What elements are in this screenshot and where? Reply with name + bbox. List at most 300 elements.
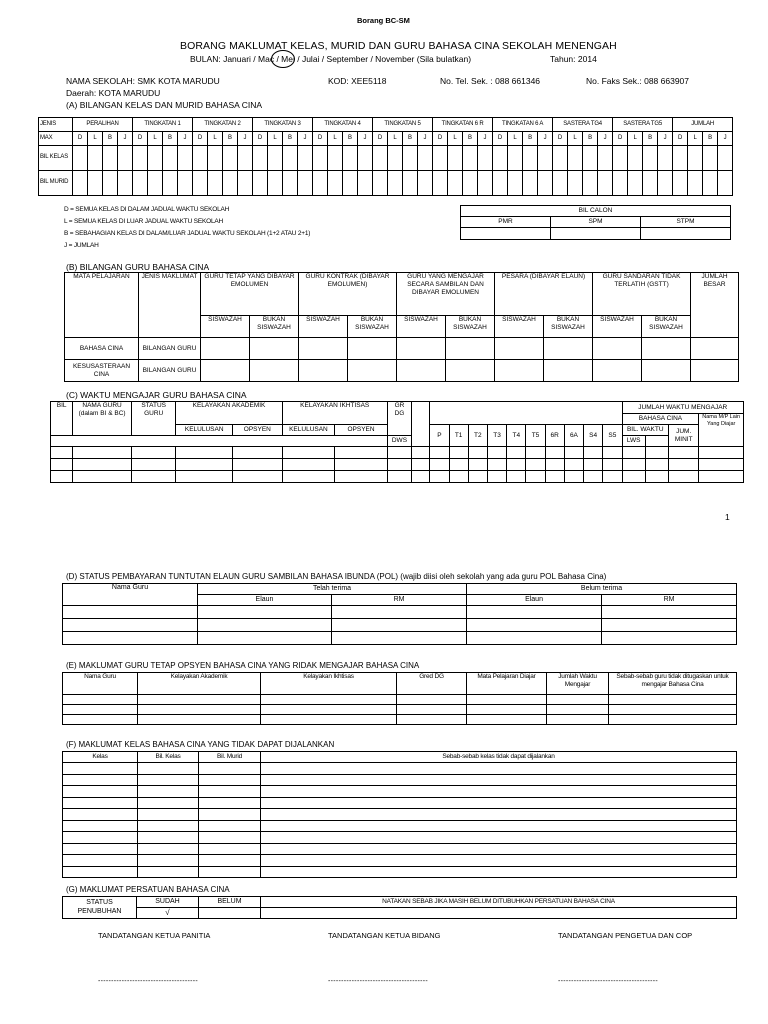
- input-cell[interactable]: [63, 866, 138, 878]
- input-cell[interactable]: [63, 619, 198, 632]
- input-cell[interactable]: [176, 447, 233, 459]
- sub-header: B: [283, 132, 298, 146]
- count-cell[interactable]: [313, 146, 328, 171]
- count-cell[interactable]: [238, 171, 253, 196]
- input-cell[interactable]: [73, 459, 132, 471]
- bukan-siswazah-header: BUKAN SISWAZAH: [348, 316, 397, 338]
- input-cell[interactable]: [199, 774, 261, 786]
- sub-header: L: [328, 132, 343, 146]
- input-cell[interactable]: [131, 447, 176, 459]
- input-cell[interactable]: [545, 459, 564, 471]
- input-cell[interactable]: [63, 855, 138, 867]
- count-cell[interactable]: [403, 146, 418, 171]
- input-cell[interactable]: [669, 471, 699, 483]
- input-cell[interactable]: [299, 360, 348, 382]
- input-cell[interactable]: [642, 338, 691, 360]
- count-cell[interactable]: [253, 171, 268, 196]
- input-cell[interactable]: [495, 338, 544, 360]
- input-cell[interactable]: [467, 619, 602, 632]
- input-cell[interactable]: [468, 471, 487, 483]
- siswazah-header: SISWAZAH: [299, 316, 348, 338]
- count-cell[interactable]: [343, 171, 358, 196]
- input-cell[interactable]: [138, 855, 199, 867]
- input-cell[interactable]: [622, 459, 645, 471]
- count-cell[interactable]: [148, 171, 163, 196]
- signature-line[interactable]: --------------------------------------: [328, 978, 428, 985]
- count-cell[interactable]: [418, 171, 433, 196]
- row-label: BIL KELAS: [39, 146, 73, 171]
- input-cell[interactable]: [199, 809, 261, 821]
- count-cell[interactable]: [223, 171, 238, 196]
- count-cell[interactable]: [118, 171, 133, 196]
- count-cell[interactable]: [388, 146, 403, 171]
- count-cell[interactable]: [103, 146, 118, 171]
- input-cell[interactable]: [63, 774, 138, 786]
- input-cell[interactable]: [446, 360, 495, 382]
- count-cell[interactable]: [298, 171, 313, 196]
- input-cell[interactable]: [487, 471, 506, 483]
- input-cell[interactable]: [397, 695, 467, 705]
- count-cell[interactable]: [388, 171, 403, 196]
- input-cell[interactable]: [397, 715, 467, 725]
- input-cell[interactable]: [412, 459, 430, 471]
- input-cell[interactable]: [397, 360, 446, 382]
- input-cell[interactable]: [622, 447, 645, 459]
- input-cell[interactable]: [397, 338, 446, 360]
- level-p: P: [430, 425, 449, 447]
- input-cell[interactable]: [564, 459, 583, 471]
- count-cell[interactable]: [418, 146, 433, 171]
- legend-j: J = JUMLAH: [64, 242, 99, 249]
- count-cell[interactable]: [313, 171, 328, 196]
- input-cell[interactable]: [63, 797, 138, 809]
- input-cell[interactable]: [199, 797, 261, 809]
- count-cell[interactable]: [133, 146, 148, 171]
- input-cell[interactable]: [669, 447, 699, 459]
- count-cell[interactable]: [478, 146, 493, 171]
- count-cell[interactable]: [583, 146, 598, 171]
- count-cell[interactable]: [283, 171, 298, 196]
- input-cell[interactable]: [526, 459, 545, 471]
- count-cell[interactable]: [643, 146, 658, 171]
- count-cell[interactable]: [568, 146, 583, 171]
- count-cell[interactable]: [718, 171, 733, 196]
- input-cell[interactable]: [199, 763, 261, 775]
- count-cell[interactable]: [133, 171, 148, 196]
- count-cell[interactable]: [553, 171, 568, 196]
- count-cell[interactable]: [553, 146, 568, 171]
- count-cell[interactable]: [613, 171, 628, 196]
- count-cell[interactable]: [463, 171, 478, 196]
- count-cell[interactable]: [658, 146, 673, 171]
- input-cell[interactable]: [63, 832, 138, 844]
- count-cell[interactable]: [328, 146, 343, 171]
- input-cell[interactable]: [603, 459, 622, 471]
- input-cell[interactable]: [669, 459, 699, 471]
- input-cell[interactable]: [63, 632, 198, 645]
- count-cell[interactable]: [523, 146, 538, 171]
- count-cell[interactable]: [448, 171, 463, 196]
- input-cell[interactable]: [526, 447, 545, 459]
- signature-line[interactable]: --------------------------------------: [558, 978, 658, 985]
- sub-header: L: [148, 132, 163, 146]
- page-number: 1: [725, 512, 730, 522]
- input-cell[interactable]: [261, 832, 737, 844]
- count-cell[interactable]: [433, 146, 448, 171]
- input-cell[interactable]: [645, 459, 668, 471]
- input-cell[interactable]: [593, 338, 642, 360]
- input-cell[interactable]: [261, 763, 737, 775]
- input-cell[interactable]: [131, 459, 176, 471]
- level-t4: T4: [507, 425, 526, 447]
- input-cell[interactable]: [622, 471, 645, 483]
- input-cell[interactable]: [544, 360, 593, 382]
- input-cell[interactable]: [282, 459, 335, 471]
- count-cell[interactable]: [88, 146, 103, 171]
- table-row: [63, 715, 737, 725]
- count-cell[interactable]: [688, 171, 703, 196]
- input-cell[interactable]: [199, 843, 261, 855]
- input-cell[interactable]: [467, 632, 602, 645]
- input-cell[interactable]: [199, 820, 261, 832]
- input-cell[interactable]: [261, 715, 397, 725]
- count-cell[interactable]: [718, 146, 733, 171]
- input-cell[interactable]: [609, 715, 737, 725]
- table-row: [63, 774, 737, 786]
- input-cell[interactable]: [282, 471, 335, 483]
- sub-header: J: [298, 132, 313, 146]
- count-cell[interactable]: [73, 146, 88, 171]
- input-cell[interactable]: [507, 447, 526, 459]
- section-b-title: (B) BILANGAN GURU BAHASA CINA: [66, 262, 210, 272]
- pesara-header: PESARA (DIBAYAR ELAUN): [495, 273, 593, 316]
- count-cell[interactable]: [298, 146, 313, 171]
- input-cell[interactable]: [63, 705, 138, 715]
- input-cell[interactable]: [51, 459, 73, 471]
- input-cell[interactable]: [73, 447, 132, 459]
- count-cell[interactable]: [508, 146, 523, 171]
- input-cell[interactable]: [261, 797, 737, 809]
- input-cell[interactable]: [699, 471, 744, 483]
- input-cell[interactable]: [545, 447, 564, 459]
- input-cell[interactable]: [544, 338, 593, 360]
- input-cell[interactable]: [201, 338, 250, 360]
- input-cell[interactable]: [547, 705, 609, 715]
- input-cell[interactable]: [430, 447, 449, 459]
- count-cell[interactable]: [343, 146, 358, 171]
- input-cell[interactable]: [261, 866, 737, 878]
- input-cell[interactable]: [261, 786, 737, 798]
- spacer: [412, 402, 430, 425]
- count-cell[interactable]: [538, 146, 553, 171]
- input-cell[interactable]: [348, 338, 397, 360]
- signature-line[interactable]: --------------------------------------: [98, 978, 198, 985]
- input-cell[interactable]: [603, 447, 622, 459]
- count-cell[interactable]: [208, 171, 223, 196]
- sub-header: J: [358, 132, 373, 146]
- spm-header: SPM: [551, 217, 641, 228]
- input-cell[interactable]: [250, 338, 299, 360]
- input-cell[interactable]: [138, 809, 199, 821]
- input-cell[interactable]: [564, 447, 583, 459]
- input-cell[interactable]: [138, 866, 199, 878]
- count-cell[interactable]: [688, 146, 703, 171]
- input-cell[interactable]: [63, 786, 138, 798]
- input-cell[interactable]: [603, 471, 622, 483]
- sudah-tick[interactable]: √: [137, 908, 199, 919]
- teaching-hours-table: [50, 401, 744, 483]
- input-cell[interactable]: [138, 695, 261, 705]
- input-cell[interactable]: [547, 715, 609, 725]
- input-cell[interactable]: [642, 360, 691, 382]
- count-cell[interactable]: [328, 171, 343, 196]
- input-cell[interactable]: [63, 809, 138, 821]
- count-cell[interactable]: [193, 146, 208, 171]
- count-cell[interactable]: [118, 146, 133, 171]
- input-cell[interactable]: [487, 459, 506, 471]
- input-cell[interactable]: [332, 632, 467, 645]
- count-cell[interactable]: [208, 146, 223, 171]
- elaun-header: Elaun: [467, 595, 602, 606]
- input-cell[interactable]: [467, 695, 547, 705]
- input-cell[interactable]: [63, 763, 138, 775]
- opsyen-header: OPSYEN: [335, 425, 388, 436]
- input-cell[interactable]: [495, 360, 544, 382]
- input-cell[interactable]: [261, 705, 397, 715]
- input-cell[interactable]: [261, 774, 737, 786]
- input-cell[interactable]: [602, 619, 737, 632]
- count-cell[interactable]: [358, 146, 373, 171]
- reason-cell[interactable]: [261, 908, 737, 919]
- input-cell[interactable]: [467, 705, 547, 715]
- input-cell[interactable]: [282, 447, 335, 459]
- pmr-cell[interactable]: [461, 228, 551, 240]
- input-cell[interactable]: [233, 459, 283, 471]
- input-cell[interactable]: [199, 832, 261, 844]
- count-cell[interactable]: [703, 171, 718, 196]
- input-cell[interactable]: [198, 619, 332, 632]
- count-cell[interactable]: [628, 171, 643, 196]
- input-cell[interactable]: [332, 619, 467, 632]
- count-cell[interactable]: [658, 171, 673, 196]
- input-cell[interactable]: [261, 843, 737, 855]
- input-cell[interactable]: [261, 809, 737, 821]
- count-cell[interactable]: [403, 171, 418, 196]
- count-cell[interactable]: [673, 171, 688, 196]
- count-cell[interactable]: [448, 146, 463, 171]
- group-header: TINGKATAN 4: [313, 118, 373, 132]
- input-cell[interactable]: [51, 447, 73, 459]
- sub-header: D: [73, 132, 88, 146]
- count-cell[interactable]: [73, 171, 88, 196]
- input-cell[interactable]: [602, 632, 737, 645]
- count-cell[interactable]: [178, 171, 193, 196]
- count-cell[interactable]: [538, 171, 553, 196]
- input-cell[interactable]: [250, 360, 299, 382]
- input-cell[interactable]: [199, 786, 261, 798]
- input-cell[interactable]: [138, 786, 199, 798]
- input-cell[interactable]: [467, 715, 547, 725]
- input-cell[interactable]: [430, 459, 449, 471]
- count-cell[interactable]: [673, 146, 688, 171]
- input-cell[interactable]: [467, 606, 602, 619]
- count-cell[interactable]: [523, 171, 538, 196]
- input-cell[interactable]: [63, 606, 198, 619]
- count-cell[interactable]: [463, 146, 478, 171]
- count-cell[interactable]: [238, 146, 253, 171]
- count-cell[interactable]: [103, 171, 118, 196]
- sub-header: L: [688, 132, 703, 146]
- input-cell[interactable]: [63, 820, 138, 832]
- count-cell[interactable]: [88, 171, 103, 196]
- input-cell[interactable]: [138, 820, 199, 832]
- input-cell[interactable]: [233, 471, 283, 483]
- count-cell[interactable]: [493, 171, 508, 196]
- input-cell[interactable]: [449, 459, 468, 471]
- input-cell[interactable]: [138, 715, 261, 725]
- input-cell[interactable]: [138, 832, 199, 844]
- count-cell[interactable]: [433, 171, 448, 196]
- input-cell[interactable]: [691, 360, 739, 382]
- input-cell[interactable]: [645, 447, 668, 459]
- count-cell[interactable]: [583, 171, 598, 196]
- input-cell[interactable]: [261, 820, 737, 832]
- count-cell[interactable]: [493, 146, 508, 171]
- input-cell[interactable]: [699, 447, 744, 459]
- gred-dg-header: GR DG: [387, 402, 411, 436]
- input-cell[interactable]: [507, 471, 526, 483]
- input-cell[interactable]: [233, 447, 283, 459]
- input-cell[interactable]: [430, 471, 449, 483]
- input-cell[interactable]: [198, 606, 332, 619]
- count-cell[interactable]: [223, 146, 238, 171]
- sub-header: L: [268, 132, 283, 146]
- count-cell[interactable]: [598, 171, 613, 196]
- count-cell[interactable]: [283, 146, 298, 171]
- input-cell[interactable]: [335, 447, 388, 459]
- level-t2: T2: [468, 425, 487, 447]
- spm-cell[interactable]: [551, 228, 641, 240]
- count-cell[interactable]: [373, 146, 388, 171]
- input-cell[interactable]: [609, 705, 737, 715]
- count-cell[interactable]: [178, 146, 193, 171]
- input-cell[interactable]: [602, 606, 737, 619]
- gstt-header: GURU SANDARAN TIDAK TERLATIH (GSTT): [593, 273, 691, 316]
- input-cell[interactable]: [412, 447, 430, 459]
- input-cell[interactable]: [609, 695, 737, 705]
- input-cell[interactable]: [261, 855, 737, 867]
- count-cell[interactable]: [628, 146, 643, 171]
- count-cell[interactable]: [703, 146, 718, 171]
- belum-cell[interactable]: [199, 908, 261, 919]
- input-cell[interactable]: [526, 471, 545, 483]
- count-cell[interactable]: [568, 171, 583, 196]
- input-cell[interactable]: [199, 866, 261, 878]
- input-cell[interactable]: [387, 459, 411, 471]
- count-cell[interactable]: [268, 146, 283, 171]
- input-cell[interactable]: [547, 695, 609, 705]
- input-cell[interactable]: [412, 471, 430, 483]
- input-cell[interactable]: [446, 338, 495, 360]
- input-cell[interactable]: [63, 695, 138, 705]
- candidates-table: [460, 205, 731, 240]
- count-cell[interactable]: [508, 171, 523, 196]
- input-cell[interactable]: [73, 471, 132, 483]
- input-cell[interactable]: [138, 774, 199, 786]
- input-cell[interactable]: [335, 471, 388, 483]
- input-cell[interactable]: [176, 459, 233, 471]
- input-cell[interactable]: [51, 471, 73, 483]
- stpm-cell[interactable]: [641, 228, 731, 240]
- input-cell[interactable]: [138, 763, 199, 775]
- input-cell[interactable]: [348, 360, 397, 382]
- pol-payment-table: [62, 583, 737, 645]
- input-cell[interactable]: [138, 843, 199, 855]
- sub-header: D: [313, 132, 328, 146]
- input-cell[interactable]: [584, 459, 603, 471]
- input-cell[interactable]: [487, 447, 506, 459]
- input-cell[interactable]: [199, 855, 261, 867]
- bahasa-cina-header: BAHASA CINA: [622, 414, 699, 425]
- input-cell[interactable]: [449, 471, 468, 483]
- input-cell[interactable]: [131, 471, 176, 483]
- sub-header: D: [673, 132, 688, 146]
- input-cell[interactable]: [449, 447, 468, 459]
- input-cell[interactable]: [387, 447, 411, 459]
- input-cell[interactable]: [299, 338, 348, 360]
- count-cell[interactable]: [163, 171, 178, 196]
- count-cell[interactable]: [598, 146, 613, 171]
- input-cell[interactable]: [593, 360, 642, 382]
- input-cell[interactable]: [397, 705, 467, 715]
- input-cell[interactable]: [201, 360, 250, 382]
- input-cell[interactable]: [507, 459, 526, 471]
- count-cell[interactable]: [613, 146, 628, 171]
- input-cell[interactable]: [545, 471, 564, 483]
- input-cell[interactable]: [261, 695, 397, 705]
- count-cell[interactable]: [193, 171, 208, 196]
- input-cell[interactable]: [584, 447, 603, 459]
- input-cell[interactable]: [335, 459, 388, 471]
- input-cell[interactable]: [645, 471, 668, 483]
- count-cell[interactable]: [478, 171, 493, 196]
- count-cell[interactable]: [643, 171, 658, 196]
- input-cell[interactable]: [176, 471, 233, 483]
- input-cell[interactable]: [138, 797, 199, 809]
- input-cell[interactable]: [699, 459, 744, 471]
- input-cell[interactable]: [564, 471, 583, 483]
- legend-b: B = SEBAHAGIAN KELAS DI DALAM/LUAR JADUAL WAKTU SEKOLAH (1+2 ATAU 2+1): [64, 230, 311, 237]
- input-cell[interactable]: [63, 715, 138, 725]
- count-cell[interactable]: [163, 146, 178, 171]
- input-cell[interactable]: [198, 632, 332, 645]
- column-header: Kelas: [63, 752, 138, 763]
- count-cell[interactable]: [373, 171, 388, 196]
- count-cell[interactable]: [253, 146, 268, 171]
- input-cell[interactable]: [468, 459, 487, 471]
- input-cell[interactable]: [691, 338, 739, 360]
- input-cell[interactable]: [387, 471, 411, 483]
- input-cell[interactable]: [332, 606, 467, 619]
- input-cell[interactable]: [468, 447, 487, 459]
- count-cell[interactable]: [268, 171, 283, 196]
- input-cell[interactable]: [584, 471, 603, 483]
- count-cell[interactable]: [358, 171, 373, 196]
- bil-header: BIL: [51, 402, 73, 436]
- count-cell[interactable]: [148, 146, 163, 171]
- input-cell[interactable]: [138, 705, 261, 715]
- input-cell[interactable]: [63, 843, 138, 855]
